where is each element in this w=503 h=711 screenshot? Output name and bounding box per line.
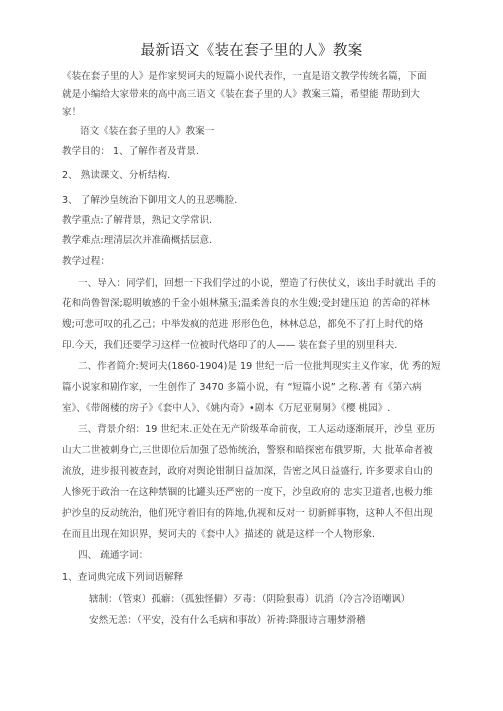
paragraph-line: 花和尚鲁智深;聪明敏感的千金小姐林黛玉;温柔善良的水生嫂;受封建压迫 的苦命的祥林 [62, 298, 430, 309]
paragraph-line: 篇小说家和剧作家，一生创作了 3470 多篇小说，有 “短篇小说” 之称.著 有《第六病 [62, 382, 422, 393]
paragraph-line: 流放，进步报刊被查封，政府对舆论钳制日益加深，告密之风日益盛行, 许多要求自山的 [62, 466, 433, 477]
paragraph-line: 三、背景介绍：19 世纪末.正处在无产阶级革命前夜，工人运动逐渐展开，沙皇 亚历 [78, 424, 436, 435]
paragraph-line: 教学重点:了解背景，熟记文学常识. [62, 215, 213, 226]
paragraph-line: 辖制：（管束）孤癖：（孤独怪僻）歹毒：（阴险狠毒）讥消（冷言冷语嘲讽） [89, 594, 411, 605]
paragraph-line: 护沙皇的反动统治，他们死守着旧有的阵地,仇视和反对一 切新鲜事物，这种人不但出现 [62, 508, 433, 519]
paragraph-line: 一、导入：同学们，回想一下我们学过的小说，塑造了行侠仗义，该出手时就出 手的 [78, 278, 437, 289]
paragraph-line: 教学目的： 1、了解作者及背景. [62, 146, 199, 157]
paragraph-line: 人惨死于政治一在这种禁锢的比罐头还严密的一度下，沙皇政府的 忠实卫道者,也极力维 [62, 487, 433, 498]
paragraph-line: 家！ [62, 107, 82, 118]
paragraph-line: 嫂;可悲可叹的孔乙己；中举发疯的范进 形形色色，林林总总，都免不了打上时代的烙 [62, 319, 424, 330]
paragraph-line: 二、作者简介:契诃夫(1860-1904)是 19 世纪一后一位批判现实主义作家，优 秀的短 [78, 361, 441, 372]
paragraph-line: 2、 熟读课文、分析结构. [62, 170, 171, 181]
paragraph-line: 安然无恙：（平安，没有什么毛病和事故）祈祷:降服诗言珊梦滑稽 [89, 615, 366, 626]
paragraph-line: 《装在套子里的人》是作家契诃夫的短篇小说代表作，一直是语文教学传统名篇，下面 [62, 71, 427, 82]
paragraph-line: 教学难点:理清层次并准确概括层意. [62, 235, 213, 246]
page-title: 最新语文《装在套子里的人》教案 [140, 43, 363, 59]
paragraph-line: 室》、《带阁楼的房子》《套中人》、《姚内奇》•剧本《万尼亚舅舅》《樱 桃园》. [62, 403, 391, 414]
paragraph-line: 就是小编给大家带来的高中高三语文《装在套子里的人》教案三篇，希望能 帮助到大 [62, 89, 421, 100]
paragraph-line: 3、 了解沙皇统治下御用文人的丑恶嘴脸. [62, 195, 238, 206]
section-heading: 四、 疏通字词： [78, 550, 149, 561]
paragraph-line: 教学过程： [62, 256, 110, 267]
section-heading: 语文《装在套子里的人》教案一 [80, 126, 215, 137]
paragraph-line: 1、查词典完成下列词语解释 [62, 572, 184, 583]
paragraph-line: 在而且出现在知识界，契诃夫的《套中人》描述的 就是这样一个人物形象. [62, 529, 376, 540]
paragraph-line: 山大二世被刺身亡,三世即位后加强了恐怖统治，警察和暗探密布俄罗斯，大 批革命者被 [62, 445, 433, 456]
paragraph-line: 印.今天，我们还要学习这样一位被时代烙印了的人—— 装在套子里的别里科夫. [62, 340, 398, 351]
